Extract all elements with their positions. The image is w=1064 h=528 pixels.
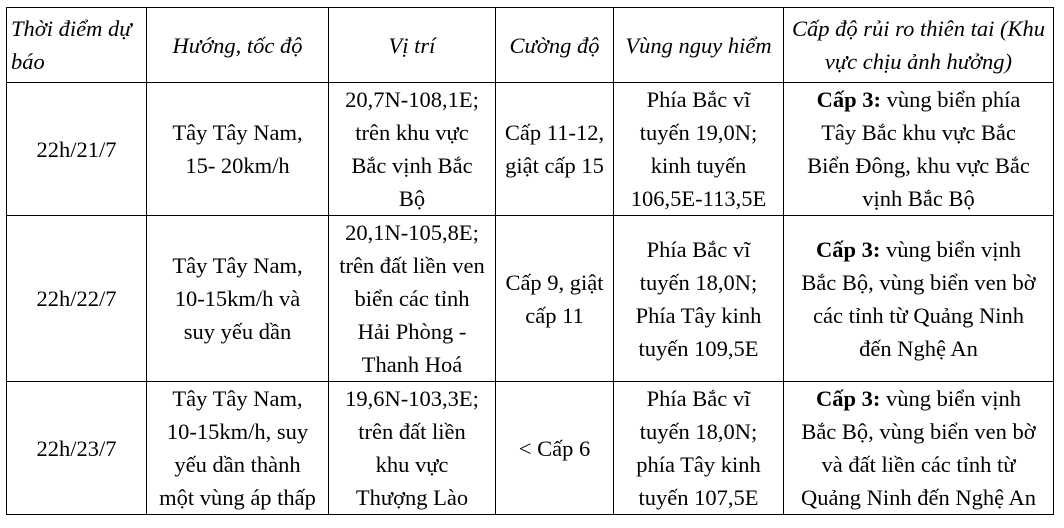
storm-forecast-table (6, 7, 1054, 515)
header-direction-speed: Hướng, tốc độ (147, 8, 329, 83)
cell-danger-zone: Phía Bắc vĩ tuyến 18,0N; phía Tây kinh tuyến 107,5E (614, 382, 784, 515)
cell-risk (784, 216, 1054, 382)
risk-level-label: Cấp 3: (816, 87, 882, 112)
cell-danger-zone: Phía Bắc vĩ tuyến 18,0N; Phía Tây kinh tuyến 109,5E (614, 216, 784, 382)
cell-direction: Tây Tây Nam, 10-15km/h, suy yếu dần thành một vùng áp thấp (147, 382, 329, 515)
cell-position: 20,7N-108,1E; trên khu vực Bắc vịnh Bắc Bộ (329, 83, 496, 216)
table-row (7, 382, 1054, 515)
risk-area-text: vùng biển vịnh Bắc Bộ, vùng biển ven bờ các tỉnh từ Quảng Ninh đến Nghệ An (801, 236, 1036, 361)
risk-level-label: Cấp 3: (815, 236, 881, 262)
cell-direction: Tây Tây Nam, 15- 20km/h (147, 83, 329, 216)
cell-position: 19,6N-103,3E; trên đất liền khu vực Thượng Lào (329, 382, 496, 515)
cell-intensity: Cấp 11-12, giật cấp 15 (496, 83, 614, 216)
header-danger-zone: Vùng nguy hiểm (614, 8, 784, 83)
cell-risk (784, 83, 1054, 216)
risk-area-text: vùng biển vịnh Bắc Bộ, vùng biển ven bờ và đất liền các tỉnh từ Quảng Ninh đến Nghệ An (801, 386, 1036, 510)
cell-direction: Tây Tây Nam, 10-15km/h và suy yếu dần (147, 216, 329, 382)
header-intensity: Cường độ (496, 8, 614, 83)
risk-level-label: Cấp 3: (815, 386, 881, 411)
risk-area-text: vùng biển phía Tây Bắc khu vực Bắc Biển Đông, khu vực Bắc vịnh Bắc Bộ (807, 87, 1030, 211)
table-row (7, 83, 1054, 216)
cell-danger-zone: Phía Bắc vĩ tuyến 19,0N; kinh tuyến 106,5E-113,5E (614, 83, 784, 216)
table-row (7, 216, 1054, 382)
cell-time: 22h/21/7 (7, 83, 147, 216)
header-risk-level: Cấp độ rủi ro thiên tai (Khu vực chịu ảnh hưởng) (784, 8, 1054, 83)
header-row (7, 8, 1054, 83)
cell-time: 22h/22/7 (7, 216, 147, 382)
cell-risk (784, 382, 1054, 515)
cell-position: 20,1N-105,8E; trên đất liền ven biển các tỉnh Hải Phòng - Thanh Hoá (329, 216, 496, 382)
header-forecast-time: Thời điểm dự báo (7, 8, 147, 83)
header-position: Vị trí (329, 8, 496, 83)
cell-intensity: < Cấp 6 (496, 382, 614, 515)
cell-time: 22h/23/7 (7, 382, 147, 515)
cell-intensity: Cấp 9, giật cấp 11 (496, 216, 614, 382)
